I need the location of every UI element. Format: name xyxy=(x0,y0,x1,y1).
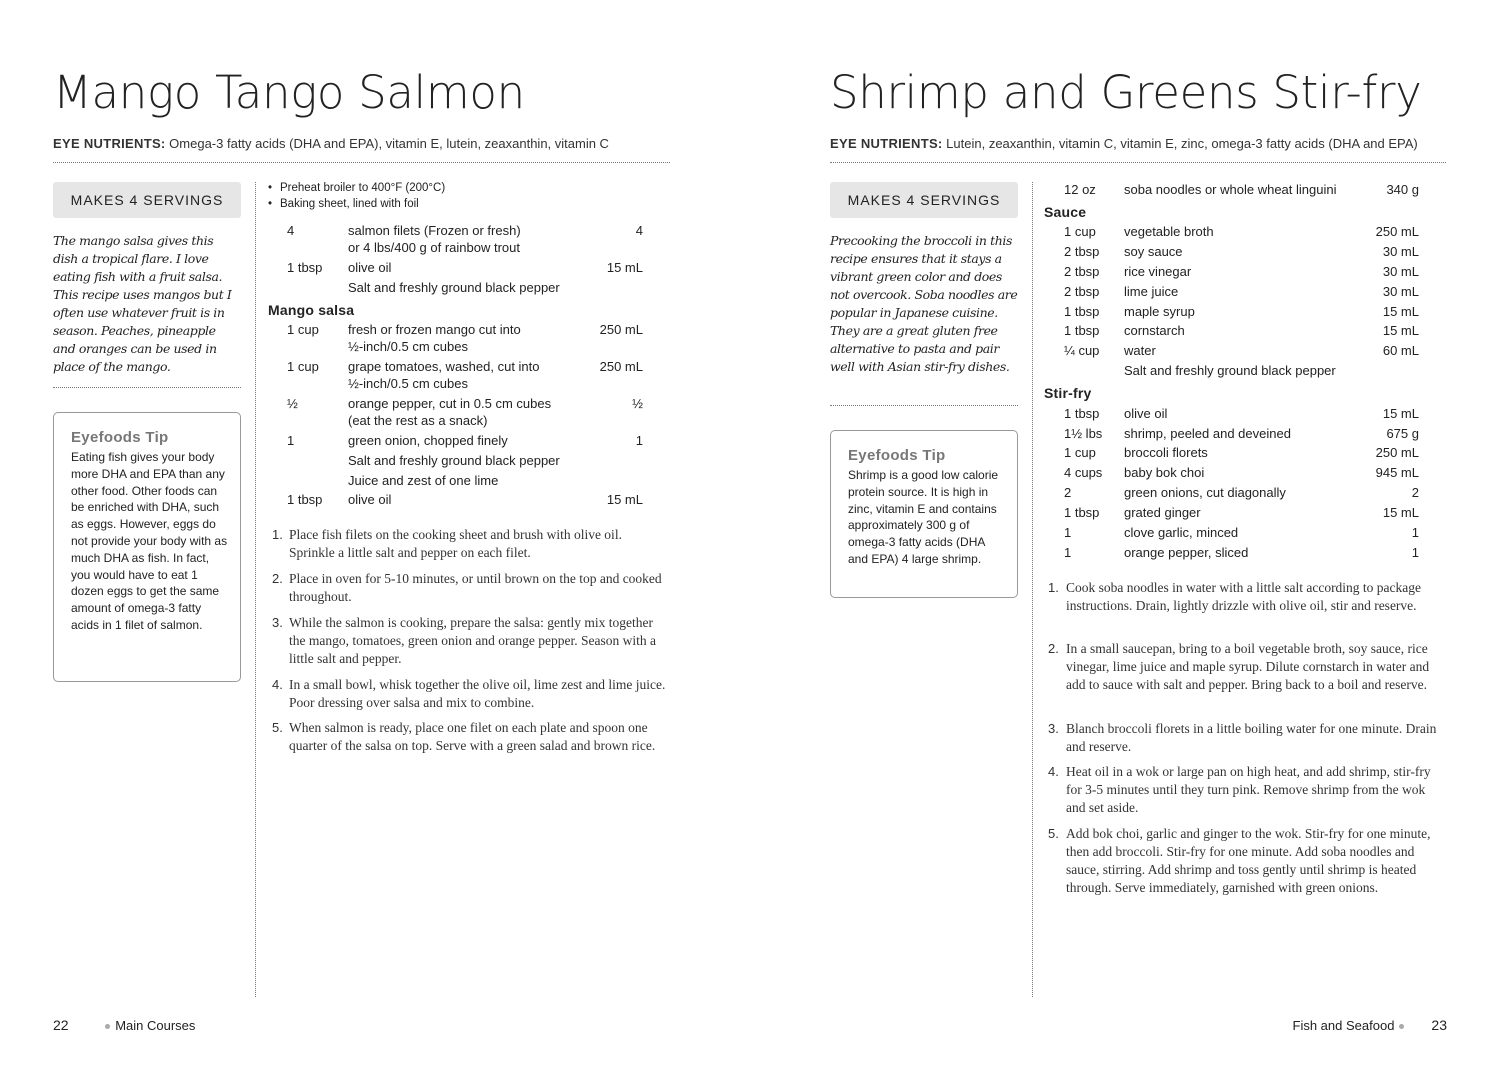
preparation-notes-left xyxy=(268,180,445,212)
ingredient-row xyxy=(287,259,643,276)
eye-nutrients-text: Omega-3 fatty acids (DHA and EPA), vitamin E, lutein, zeaxanthin, vitamin C xyxy=(169,136,609,151)
ingredient-row: ¼ cup water 60 mL xyxy=(1064,343,1419,358)
ingredient-row xyxy=(287,279,643,296)
page-number: 23 xyxy=(1431,1017,1447,1033)
ingredient-desc: fresh or frozen mango cut into ½-inch/0.5 cm cubes xyxy=(348,322,521,354)
ingredient-qty: 4 xyxy=(287,223,295,238)
ingredient-row: 2 green onions, cut diagonally 2 xyxy=(1064,485,1419,500)
ingredient-qty: 1 cup xyxy=(287,359,319,374)
servings-badge-right: MAKES 4 SERVINGS xyxy=(830,182,1018,218)
ingredient-row: 1 tbsp cornstarch 15 mL xyxy=(1064,323,1419,338)
footer-right xyxy=(1293,1017,1447,1033)
column-divider xyxy=(1032,182,1033,997)
footer-left xyxy=(53,1017,195,1033)
step-item: 1. Cook soba noodles in water with a little salt according to package instructions. Drain, lightly drizzle with olive oil, stir and reserve. xyxy=(1048,580,1422,613)
subhead-mango-salsa: Mango salsa xyxy=(268,302,355,318)
step-item: 4. Heat oil in a wok or large pan on high heat, and add shrimp, stir-fry for 3-5 minutes until they turn pink. Remove shrimp from the wok and set aside. xyxy=(1048,764,1431,815)
ingredient-row: 1 cup broccoli florets 250 mL xyxy=(1064,445,1419,460)
ingredient-row: 1 tbsp grated ginger 15 mL xyxy=(1064,505,1419,520)
prep-item: • Baking sheet, lined with foil xyxy=(268,198,419,210)
ingredient-metric: 4 xyxy=(635,223,643,238)
recipe-title-right: Shrimp and Greens Stir-fry xyxy=(830,66,1422,119)
ingredient-desc: Salt and freshly ground black pepper xyxy=(348,280,560,295)
ingredient-desc: salmon filets (Frozen or fresh) or 4 lbs/400 g of rainbow trout xyxy=(348,223,521,255)
ingredient-row: 1 orange pepper, sliced 1 xyxy=(1064,545,1419,560)
ingredient-row xyxy=(287,432,643,449)
step-item: 5. When salmon is ready, place one filet on each plate and spoon one quarter of the salsa on top. Serve with a green salad and brown rice. xyxy=(272,720,656,753)
divider xyxy=(830,405,1018,406)
ingredient-desc: olive oil xyxy=(348,260,392,275)
tip-title: Eyefoods Tip xyxy=(71,429,169,446)
bullet-dot xyxy=(105,1024,110,1029)
eyefoods-tip-box-left xyxy=(53,412,241,682)
ingredient-desc: Salt and freshly ground black pepper xyxy=(348,453,560,468)
divider xyxy=(830,162,1446,163)
ingredient-metric: 340 g xyxy=(1386,182,1419,197)
subhead-stir-fry: Stir-fry xyxy=(1044,385,1092,401)
divider xyxy=(53,387,241,388)
ingredient-qty: 12 oz xyxy=(1064,182,1096,197)
ingredient-row xyxy=(287,358,643,392)
step-item: 1. Place fish filets on the cooking sheet and brush with olive oil. Sprinkle a little salt and pepper on each filet. xyxy=(272,527,622,560)
ingredient-qty: 1 tbsp xyxy=(287,260,323,275)
ingredient-row xyxy=(287,452,643,469)
ingredient-metric: 250 mL xyxy=(599,322,643,337)
ingredient-desc: soba noodles or whole wheat linguini xyxy=(1124,182,1337,197)
recipe-title-left: Mango Tango Salmon xyxy=(53,66,525,119)
ingredient-desc: Juice and zest of one lime xyxy=(348,473,499,488)
ingredient-row xyxy=(287,491,643,508)
ingredient-row xyxy=(287,472,643,489)
divider xyxy=(53,162,670,163)
step-item: 4. In a small bowl, whisk together the olive oil, lime zest and lime juice. Poor dressing over salsa and mix to combine. xyxy=(272,677,666,710)
ingredient-metric: 1 xyxy=(635,433,643,448)
ingredient-row: 2 tbsp lime juice 30 mL xyxy=(1064,284,1419,299)
bullet-dot xyxy=(1399,1024,1404,1029)
ingredient-desc: green onion, chopped finely xyxy=(348,433,508,448)
ingredient-row: 1 clove garlic, minced 1 xyxy=(1064,525,1419,540)
ingredient-row xyxy=(287,222,643,256)
ingredient-row xyxy=(1064,181,1419,198)
page-number: 22 xyxy=(53,1017,69,1033)
section-name: Fish and Seafood xyxy=(1292,1018,1395,1033)
step-item: 3. While the salmon is cooking, prepare the salsa: gently mix together the mango, tomatoes, green onion and orange pepper. Season with a little salt and pepper. xyxy=(272,615,657,666)
ingredient-qty: 1 tbsp xyxy=(287,492,323,507)
tip-body: Eating fish gives your body more DHA and EPA than any other food. Other foods can be enriched with DHA, such as eggs. However, eggs do not provide your body with as much DHA as fish. In fact, you would have to eat 1 dozen eggs to get the same amount of omega-3 fatty acids in 1 filet of salmon. xyxy=(71,450,228,632)
ingredient-desc: grape tomatoes, washed, cut into ½-inch/0.5 cm cubes xyxy=(348,359,540,391)
ingredient-row xyxy=(287,395,643,429)
ingredient-row: 1 tbsp olive oil 15 mL xyxy=(1064,406,1419,421)
ingredient-metric: 250 mL xyxy=(599,359,643,374)
ingredient-desc: olive oil xyxy=(348,492,392,507)
eye-nutrients-label: EYE NUTRIENTS: xyxy=(830,136,943,151)
step-item: 3. Blanch broccoli florets in a little boiling water for one minute. Drain and reserve. xyxy=(1048,721,1437,754)
ingredient-row: 2 tbsp soy sauce 30 mL xyxy=(1064,244,1419,259)
step-item: 2. Place in oven for 5-10 minutes, or until brown on the top and cooked throughout. xyxy=(272,571,662,604)
subhead-sauce: Sauce xyxy=(1044,204,1087,220)
intro-text-right: Precooking the broccoli in this recipe ensures that it stays a vibrant green color and does not overcook. Soba noodles are popular in Japanese cuisine. They are a great gluten free alternative to pasta and pair well with Asian stir-fry dishes. xyxy=(830,233,1018,374)
eye-nutrients-label: EYE NUTRIENTS: xyxy=(53,136,166,151)
ingredient-qty: ½ xyxy=(287,396,298,411)
ingredient-metric: 15 mL xyxy=(606,492,643,507)
eyefoods-tip-box-right xyxy=(830,430,1018,598)
ingredient-qty: 1 xyxy=(287,433,295,448)
servings-badge-left: MAKES 4 SERVINGS xyxy=(53,182,241,218)
ingredient-metric: 15 mL xyxy=(606,260,643,275)
prep-item: • Preheat broiler to 400°F (200°C) xyxy=(268,182,446,194)
ingredient-row: 1½ lbs shrimp, peeled and deveined 675 g xyxy=(1064,426,1419,441)
ingredient-metric: ½ xyxy=(632,396,643,411)
eye-nutrients-left xyxy=(53,136,609,151)
ingredient-row: Salt and freshly ground black pepper xyxy=(1124,363,1336,378)
column-divider xyxy=(255,182,256,997)
step-item: 2. In a small saucepan, bring to a boil vegetable broth, soy sauce, rice vinegar, lime juice and maple syrup. Dilute cornstarch in water and add to sauce with salt and pepper. Bring back to a boil and reserve. xyxy=(1048,641,1430,692)
ingredient-row: 1 tbsp maple syrup 15 mL xyxy=(1064,304,1419,319)
ingredient-row: 4 cups baby bok choi 945 mL xyxy=(1064,465,1419,480)
ingredient-desc: orange pepper, cut in 0.5 cm cubes (eat the rest as a snack) xyxy=(348,396,552,428)
eye-nutrients-text: Lutein, zeaxanthin, vitamin C, vitamin E, zinc, omega-3 fatty acids (DHA and EPA) xyxy=(946,136,1418,151)
ingredient-row: 2 tbsp rice vinegar 30 mL xyxy=(1064,264,1419,279)
tip-title: Eyefoods Tip xyxy=(848,447,946,464)
ingredient-row xyxy=(287,321,643,355)
intro-text-left: The mango salsa gives this dish a tropical flare. I love eating fish with a fruit salsa. This recipe uses mangos but I often use whatever fruit is in season. Peaches, pineapple and oranges can be used in place of the mango. xyxy=(53,233,232,374)
ingredient-row: 1 cup vegetable broth 250 mL xyxy=(1064,224,1419,239)
ingredient-qty: 1 cup xyxy=(287,322,319,337)
step-item: 5. Add bok choi, garlic and ginger to the wok. Stir-fry for one minute, then add broccoli. Stir-fry for one minute. Add soba noodles and sauce, stirring. Add shrimp and toss gently until shrimp is heated through. Serve immediately, garnished with green onions. xyxy=(1048,826,1431,895)
eye-nutrients-right xyxy=(830,136,1418,151)
tip-body: Shrimp is a good low calorie protein source. It is high in zinc, vitamin E and contains approximately 300 g of omega-3 fatty acids (DHA and EPA) 4 large shrimp. xyxy=(848,468,999,566)
section-name: Main Courses xyxy=(115,1018,196,1033)
